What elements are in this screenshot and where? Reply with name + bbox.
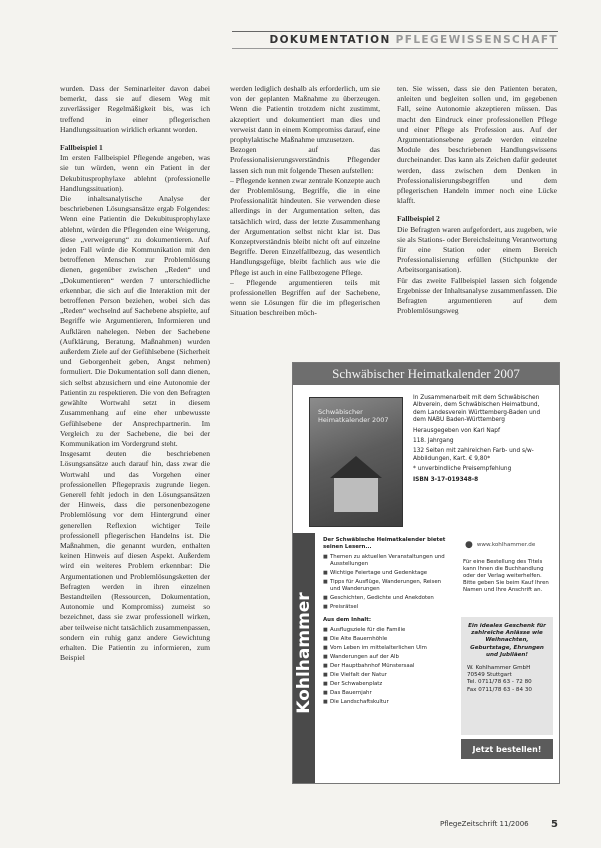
desc-line: 132 Seiten mit zahlreichen Farb- und s/w-Abbildungen, Kart. € 9,80*: [413, 448, 534, 462]
book-cover-title: Schwäbischer Heimatkalender 2007: [318, 408, 389, 424]
text-column-2: [230, 84, 380, 354]
desc-line: 118. Jahrgang: [413, 438, 454, 445]
list-item: ■ Der Schwabenplatz: [323, 681, 451, 688]
list-item: ■ Die Vielfalt der Natur: [323, 672, 451, 679]
paragraph: wurden. Dass der Seminarleiter davon dabei bemerkt, dass sie auf diesem Weg mit zuverlässiger Regelmäßigkeit bis, was ich treffend in einer pflegerischen Handlungssituation wirklich erkannt worden.: [60, 84, 210, 134]
paragraph: ten. Sie wissen, dass sie den Patienten beraten, anleiten und begleiten sollen und, im gegebenen Fall, seine Autonomie akzeptieren müssen. Das macht den Eindruck einer professionellen Pflege und einer Pflege als Profession aus. Auf der Argumentationsebene gerade werden einzelne Module des beschriebenen Handlungswissens durcheinander. Das kann als Zeichen dafür gedeutet werden, dass zwischen dem Denken in Professionalisierungsbegriffen und dem pflegerischen Handeln immer noch eine Lücke klafft.: [397, 84, 557, 206]
publisher-fax: Fax 0711/78 63 - 84 30: [467, 686, 532, 693]
publisher-address: [467, 665, 547, 694]
section-title-light: PFLEGEWISSENSCHAFT: [395, 34, 558, 46]
list-item: ■ Das Bauernjahr: [323, 690, 451, 697]
isbn: ISBN 3-17-019348-8: [413, 476, 479, 483]
house-shape: [334, 478, 378, 512]
list-item: ■ Wichtige Feiertage und Gedenktage: [323, 570, 451, 577]
paragraph: Im ersten Fallbeispiel Pflegende angeben, was sie tun würden, wenn ein Patient in der Dekubitusprophylaxe ablehnt (professionelle Handlungssituation).: [60, 153, 210, 193]
content-title: Aus dem Inhalt:: [323, 617, 372, 623]
paragraph: – Pflegende kennen zwar zentrale Konzepte auch der Problemlösung, Begriffe, die in eine Professionalität hindeuten. Sie verwenden diese allerdings in der Argumentation selten, das tatsächlich wird, dass der letzte Zusammenhang der Argumentation selbst nicht klar ist. Das Konzeptverständnis bleibt nicht oft auf einzelne Begriffe. Deren Einzelfallbezug, das wesentlich Handlungsgefüge, bleibt fachlich aus wie die Pflege ist auch in eine Fallbezogene Pflege.: [230, 175, 380, 277]
page-number: 5: [551, 818, 558, 830]
paragraph: Die inhaltsanalytische Analyse der beschriebenen Lösungsansätze ergab Folgendes: Wenn eine Patientin die Dekubitusprophylaxe ablehnt, würden die Pflegenden eine Weigerung, diese „verweigerung“ zu dokumentieren. Auf jeden Fall würde die Kommunikation mit den betroffenen Menschen zur Problemlösung dienen, gegenüber zwischen „Reden“ und „Dokumentieren“ werden 7 unterschiedliche erkennbar, die sich auf die Interaktion mit der betroffenen Person beziehen, wobei sich das „Reden“ wechselnd auf Sachebene abspielte, auf Begriffe wie Argumentieren, Informieren und Aufklären nahelegen. Neben der Sachebene (Aufklärung, Beratung, Maßnahmen) wurden außerdem Ziele auf der Gefühlsebene (Sicherheit und Geborgenheit geben, Angst nehmen) formuliert. Die Dokumentation soll dann dienen, sich selbst abzusichern und eine Autonomie der Patientin zu respektieren. Die von den Befragten gewählte Wortwahl setzt in diesem Zusammenhang auf eine eher unbewusste Gefühlsebene der Ansprechpartnerin. Im Vergleich zu der Sachebene, die bei der Kommunikation im Vordergrund steht.: [60, 194, 210, 448]
paragraph: – Pflegende argumentieren teils mit professionellen Begriffen auf der Sachebene, wenn sie Lösungen für die im pflegerischen Situation beschreiben möch-: [230, 277, 380, 318]
subheading: Fallbeispiel 2: [397, 214, 440, 224]
list-item: ■ Die Alte Bauernhöhle: [323, 636, 451, 643]
publisher-name: W. Kohlhammer GmbH: [467, 665, 531, 672]
list-item: ■ Geschichten, Gedichte und Anekdoten: [323, 595, 451, 602]
order-now-button[interactable]: Jetzt bestellen!: [461, 739, 553, 759]
list-intro: Der Schwäbische Heimatkalender bietet seinen Lesern...: [323, 537, 446, 550]
desc-line: In Zusammenarbeit mit dem Schwäbischen Albverein, dem Schwäbischen Heimatbund, dem Landesverein Württemberg-Baden und dem NABU Baden-Württemberg: [413, 395, 541, 424]
list-item: ■ Ausflugsziele für die Familie: [323, 627, 451, 634]
list-item: ■ Wanderungen auf der Alb: [323, 654, 451, 661]
section-header: [232, 31, 558, 49]
list-item: ■ Preisrätsel: [323, 604, 451, 611]
paragraph: Insgesamt deuten die beschriebenen Lösungsansätze auch darauf hin, dass zwar die Wortwahl und das Vorgehen einer professionellen Pflegepraxis zugrunde liegen. Generell fehlt jedoch in den Lösungsansätzen der Hinweis, dass die personenbezogene Problemlösung vor dem Hintergrund einer generellen Reflexion wichtiger Teile professionell pflegerischen Handelns ist. Die Maßnahmen, die genannt wurden, enthalten keinen Hinweis auf diesen Aspekt. Außerdem wird ein weiteres Problem erkennbar: Die Argumentationen und Problemlösungsketten der Befragten werden in ihren einzelnen Bestandteilen (Ressourcen, Dokumentation, Autonomie und Kompromiss) zumeist so bezeichnet, dass sie zwar professionell wirken, aber teilweise nicht tatsächlich zusammenpassen, sondern ein ruhig ganz andere Gewichtung erhalten. Die Patientin zu informieren, zum Beispiel: [60, 449, 210, 663]
publisher-city: 70549 Stuttgart: [467, 672, 512, 679]
subheading: Fallbeispiel 1: [60, 143, 103, 153]
globe-icon: ●: [465, 540, 473, 550]
list-item: ■ Themen zu aktuellen Veranstaltungen und Ausstellungen: [323, 554, 451, 568]
paragraph: Bezogen auf das Professionalisierungsverständnis Pflegender lassen sich nun mit folgende Thesen aufstellen:: [230, 145, 380, 175]
intro-items: [323, 554, 451, 611]
list-item: ■ Vom Leben im mittelalterlichen Ulm: [323, 645, 451, 652]
advertisement: [292, 362, 560, 784]
house-roof-shape: [330, 456, 382, 478]
list-item: ■ Tipps für Ausflüge, Wanderungen, Reisen und Wanderungen: [323, 579, 451, 593]
ad-banner: Schwäbischer Heimatkalender 2007: [293, 363, 559, 385]
text-column-1: [60, 84, 210, 784]
text-column-3: [397, 84, 557, 354]
publisher-logo-bar: [293, 533, 315, 783]
list-item: ■ Der Hauptbahnhof Münstersaal: [323, 663, 451, 670]
publisher-tel: Tel. 0711/78 63 - 72 80: [467, 679, 532, 686]
book-cover-image: [309, 397, 403, 527]
ad-feature-list: [323, 537, 451, 708]
page-footer: [440, 818, 558, 830]
website-url: www.kohlhammer.de: [476, 542, 536, 548]
journal-name: PflegeZeitschrift 11/2006: [440, 820, 529, 828]
paragraph: Für das zweite Fallbeispiel lassen sich folgende Ergebnisse der Inhaltsanalyse zusammenfassen. Die Befragten argumentieren auf dem Problemlösungsweg: [397, 275, 557, 316]
order-info: Für eine Bestellung des Titels kann Ihnen die Buchhandlung oder der Verlag weiterhelfen. Bitte geben Sie beim Kauf Ihren Namen und Ihre Anschrift an.: [463, 559, 549, 593]
website-link[interactable]: [465, 539, 543, 551]
publisher-logo: Kohlhammer: [294, 592, 314, 714]
paragraph: werden lediglich deshalb als erforderlich, um sie von der geplanten Maßnahme zu überzeugen. Wenn die Patientin trotzdem nicht zustimmt, akzeptiert und dokumentiert man dies und verweist dann in einem Kompromiss darauf, eine prophylaktische Maßnahme umzusetzen.: [230, 84, 380, 145]
order-box: [461, 617, 553, 735]
content-items: [323, 627, 451, 706]
section-title-dark: DOKUMENTATION: [269, 34, 391, 46]
desc-line: * unverbindliche Preisempfehlung: [413, 466, 512, 473]
book-description: [413, 395, 551, 487]
paragraph: Die Befragten waren aufgefordert, aus zugeben, wie sie als Stations- oder Bereichsleitung Verantwortung für eine Station oder einem Bereich Professionalisierung erfüllen (Stichpunkte der Arbeitsorganisation).: [397, 224, 557, 275]
desc-line: Herausgegeben von Karl Napf: [413, 427, 501, 434]
list-item: ■ Die Landschaftskultur: [323, 699, 451, 706]
gift-headline: Ein ideales Geschenk für zahlreiche Anlässe wie Weihnachten, Geburtstage, Ehrungen und Jubiläen!: [468, 623, 546, 658]
